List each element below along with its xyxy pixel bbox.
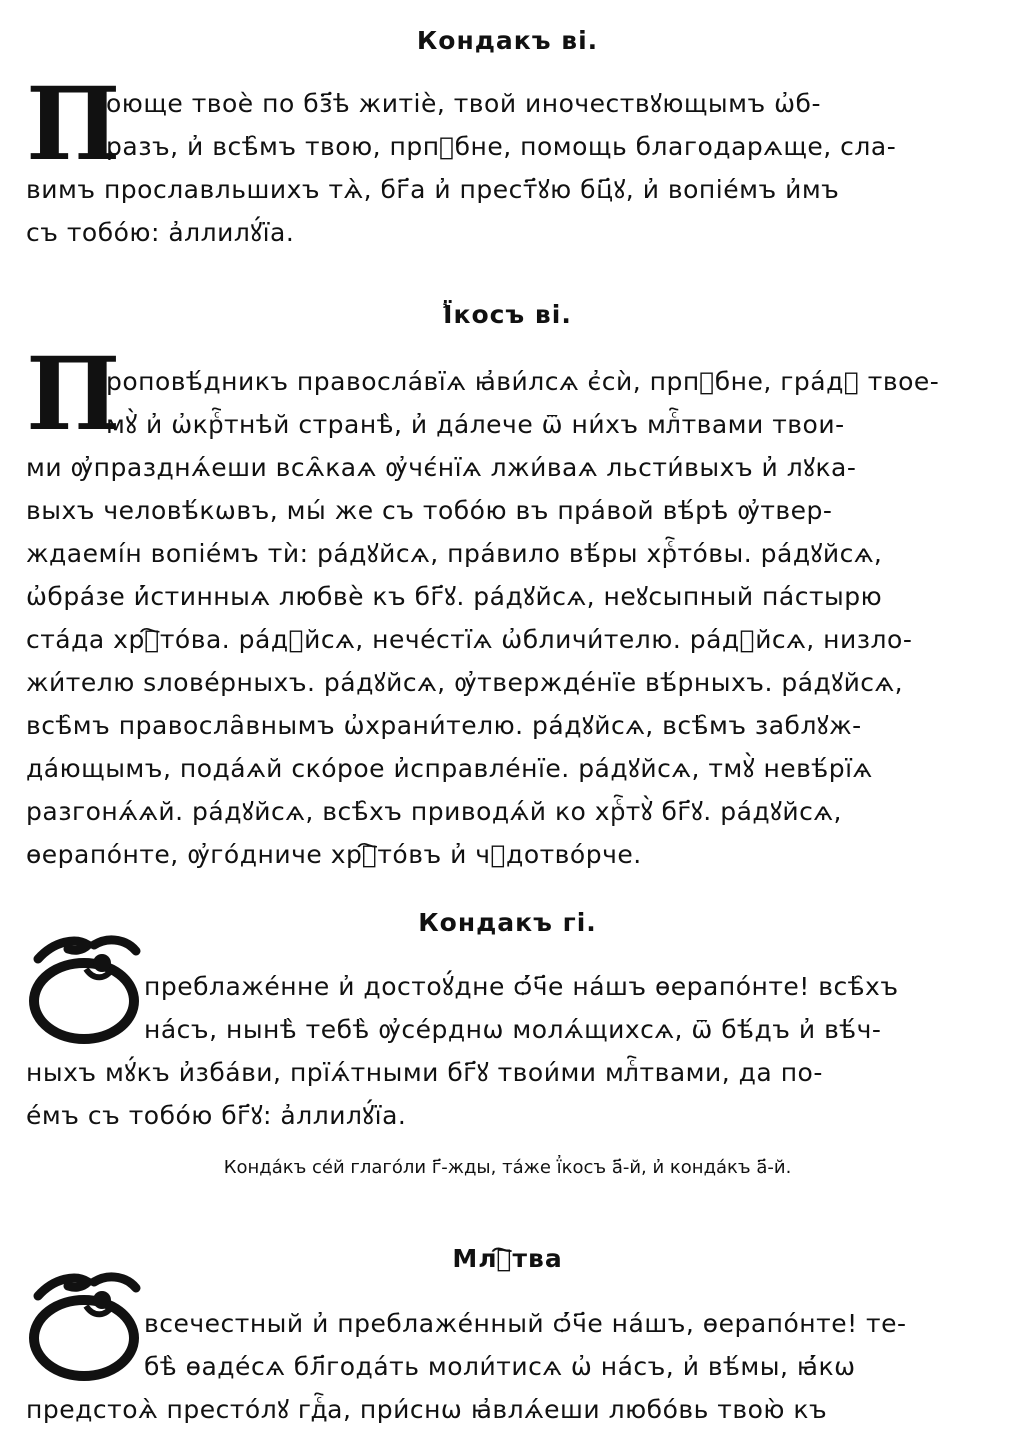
kontakion-12-text	[26, 82, 992, 254]
text-line: бѣ̀ ѳаде́сѧ бл҃года́ть моли́тисѧ ѡ҆ на́съ, и҆ вѣ́мы, ꙗ҆́кѡ	[144, 1352, 856, 1381]
text-line: ждаемíн вопiе́мъ тѝ: ра́дꙋйсѧ, пра́вило вѣ́ры хрⷭ҇то́вы. ра́дꙋйсѧ,	[26, 539, 883, 568]
kontakion-13-text	[26, 965, 992, 1137]
text-line: ѳерапо́нте, ѹ҆го́дниче хрⷭ҇то́въ и҆ чꙋдотво́рче.	[26, 840, 642, 869]
text-line: выхъ человѣ́кѡвъ, мы́ же съ тобо́ю въ пра́вой вѣ́рѣ ѹ҆твер-	[26, 496, 833, 525]
text-line: мꙋ̀ и҆ ѡ҆крⷭ҇тнѣй странѣ̀, и҆ да́лече ѿ ни́хъ млⷭ҇твами твои-	[106, 410, 845, 439]
text-line: ми ѹ҆празднѧ́еши всѧ̑каѧ ѹ҆чє́нїѧ лжи́ваѧ льсти́выхъ и҆ лꙋка-	[26, 453, 857, 482]
text-line: вимъ прославльшихъ тѧ̀, бг҃а и҆ прест҃ꙋю бц҃ꙋ, и҆ вопiе́мъ и҆мъ	[26, 175, 840, 204]
text-line: ѡ҆бра́зе и҆́стинныѧ любвѐ къ бг҃ꙋ. ра́дꙋйсѧ, неꙋсыпный па́стырю	[26, 582, 883, 611]
text-line: всѣ̑мъ правосла̑внымъ ѡ҆храни́телю. ра́дꙋйсѧ, всѣ̑мъ заблꙋж-	[26, 711, 862, 740]
text-line: на́съ, нынѣ̀ тебѣ̀ ѹ҆се́рднѡ молѧ́щихсѧ, ѿ бѣ́дъ и҆ вѣ́ч-	[144, 1015, 882, 1044]
text-line: ста́да хрⷭ҇то́ва. ра́дꙋйсѧ, нече́стїѧ ѡ҆бличи́телю. ра́дꙋйсѧ, низло-	[26, 625, 913, 654]
text-line: разгонѧ́ѧй. ра́дꙋйсѧ, всѣ̑хъ приводѧ́й ко хрⷭ҇тꙋ̀ бг҃ꙋ. ра́дꙋйсѧ,	[26, 797, 842, 826]
text-line: да́ющымъ, пода́ѧй ско́рое и҆справле́нїе. ра́дꙋйсѧ, тмꙋ̀ невѣ́рїѧ	[26, 754, 873, 783]
kontakion-12-dropcap: П	[26, 65, 121, 183]
prayer-heading: Млⷭ҇тва	[452, 1244, 563, 1273]
text-line: съ тобо́ю: а҆ллилꙋ́їа.	[26, 218, 295, 247]
text-line: роповѣ́дникъ правосла́вїѧ ꙗ҆ви́лсѧ є҆сѝ, прпⷣбне, гра́дꙋ твое-	[106, 367, 940, 396]
ikos-12-heading: Ї҆косъ вi.	[443, 300, 572, 329]
text-line: преблаже́нне и҆ достоꙋ́дне ѻ҆́ч҃е на́шъ ѳерапо́нте! всѣ̑хъ	[144, 972, 899, 1001]
text-line: оющe твоѐ по бз҃ѣ житiѐ, твой иночествꙋющымъ ѡ҆б-	[106, 89, 821, 118]
text-line: предстоѧ̀ престо́лꙋ гдⷭ҇а, при́снѡ ꙗ҆влѧ́еши любо́вь твою̀ къ	[26, 1395, 828, 1424]
text-line: жи́телю ѕлове́рныхъ. ра́дꙋйсѧ, ѹ҆твержде́нїе вѣ́рныхъ. ра́дꙋйсѧ,	[26, 668, 904, 697]
ikos-12-dropcap: П	[26, 335, 121, 453]
kontakion-13-heading: Кондакъ гi.	[418, 908, 597, 937]
text-line: разъ, и҆ всѣ̑мъ твою, прпⷣбне, помощь благодарѧще, сла-	[106, 132, 897, 161]
text-line: ныхъ мꙋ́къ и҆зба́ви, прїѧ́тными бг҃ꙋ твои́ми млⷭ҇твами, да по-	[26, 1058, 823, 1087]
text-line: е́мъ съ тобо́ю бг҃ꙋ: а҆ллилꙋ́їа.	[26, 1101, 407, 1130]
rubric-note: Конда́къ се́й глаго́ли г҃-жды, та́же ї҆косъ а҃-й, и҆ конда́къ а҃-й.	[223, 1157, 792, 1178]
ikos-12-text	[26, 360, 992, 876]
text-line: всечестный и҆ преблаже́нный ѻ҆́ч҃е на́шъ, ѳерапо́нте! те-	[144, 1309, 907, 1338]
prayer-text	[26, 1302, 992, 1431]
kontakion-12-heading: Кондакъ вi.	[416, 26, 599, 55]
